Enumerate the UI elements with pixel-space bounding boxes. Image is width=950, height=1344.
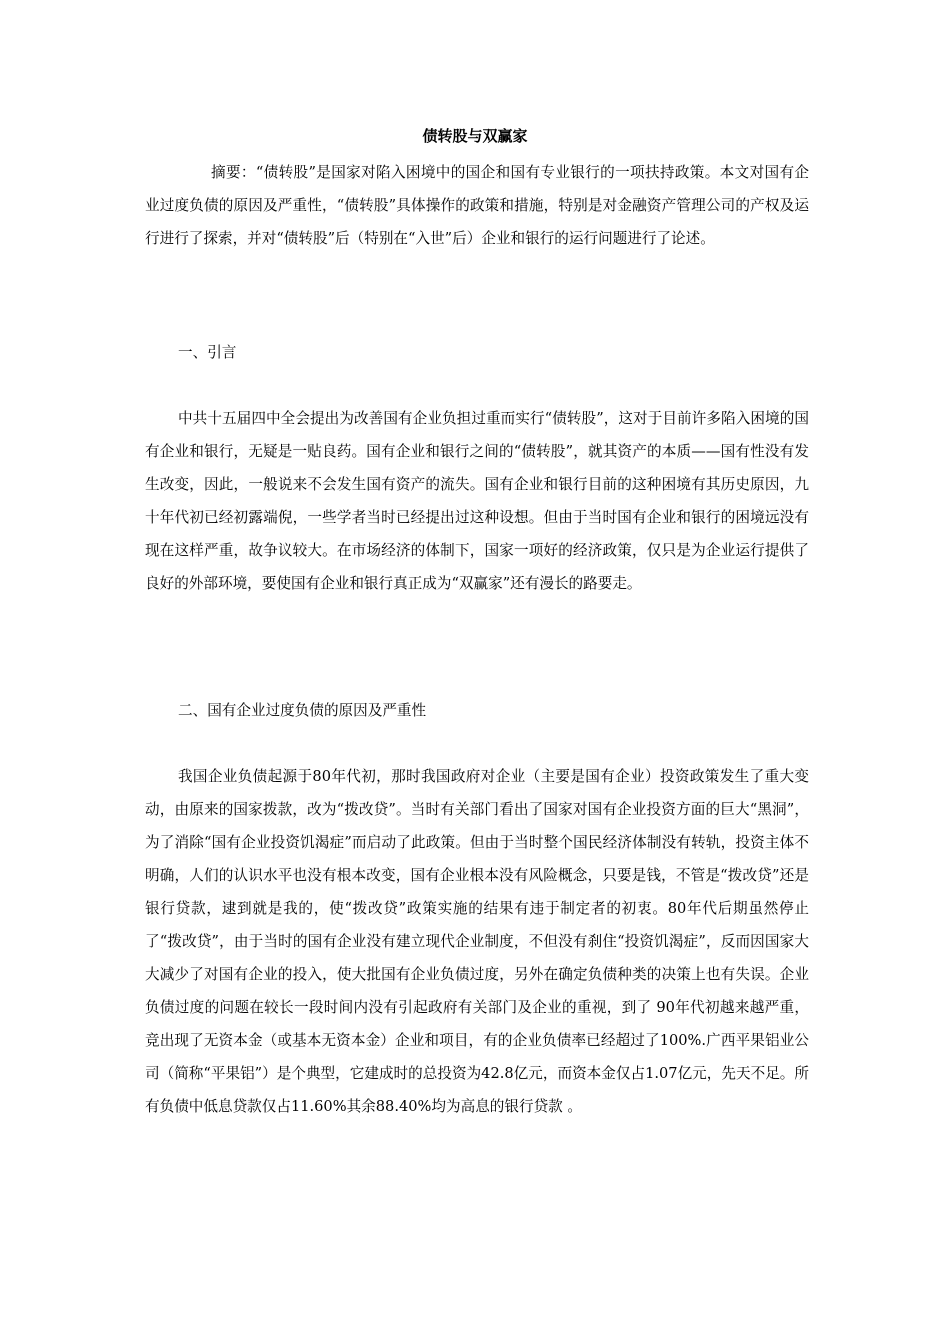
abstract-paragraph: 摘要：“债转股”是国家对陷入困境中的国企和国有专业银行的一项扶持政策。本文对国有企业过度负债的原因及严重性，“债转股”具体操作的政策和措施，特别是对金融资产管理公司的产权及运行进行了探索，并对“债转股”后（特别在“入世”后）企业和银行的运行问题进行了论述。 [145,164,809,247]
introduction-paragraph: 中共十五届四中全会提出为改善国有企业负担过重而实行“债转股”，这对于目前许多陷入困境的国有企业和银行，无疑是一贴良药。国有企业和银行之间的“债转股”，就其资产的本质——国有性没有发生改变，因此，一般说来不会发生国有资产的流失。国有企业和银行目前的这种困境有其历史原因，九十年代初已经初露端倪，一些学者当时已经提出过这种设想。但由于当时国有企业和银行的困境远没有现在这样严重，故争议较大。在市场经济的体制下，国家一项好的经济政策，仅只是为企业运行提供了良好的外部环境，要使国有企业和银行真正成为“双赢家”还有漫长的路要走。 [145,410,809,592]
section-heading-causes: 二、国有企业过度负债的原因及严重性 [178,702,427,719]
document-title: 债转股与双赢家 [422,127,528,145]
causes-paragraph: 我国企业负债起源于80年代初，那时我国政府对企业（主要是国有企业）投资政策发生了重大变动，由原来的国家拨款，改为“拨改贷”。当时有关部门看出了国家对国有企业投资方面的巨大“黑洞”，为了消除“国有企业投资饥渴症”而启动了此政策。但由于当时整个国民经济体制没有转轨，投资主体不明确，人们的认识水平也没有根本改变，国有企业根本没有风险概念，只要是钱，不管是“拨改贷”还是银行贷款，逮到就是我的，使“拨改贷”政策实施的结果有违于制定者的初衷。80年代后期虽然停止了“拨改贷”，由于当时的国有企业没有建立现代企业制度，不但没有刹住“投资饥渴症”，反而因国家大大减少了对国有企业的投入，使大批国有企业负债过度，另外在确定负债种类的决策上也有失误。企业负债过度的问题在较长一段时间内没有引起政府有关部门及企业的重视，到了 90年代初越来越严重，竞出现了无资本金（或基本无资本金）企业和项目，有的企业负债率已经超过了100%.广西平果铝业公司（简称“平果铝”）是个典型，它建成时的总投资为42.8亿元，而资本金仅占1.07亿元，先天不足。所有负债中低息贷款仅占11.60%其余88.40%均为高息的银行贷款 。 [145,768,809,1115]
section-heading-introduction: 一、引言 [178,344,237,361]
